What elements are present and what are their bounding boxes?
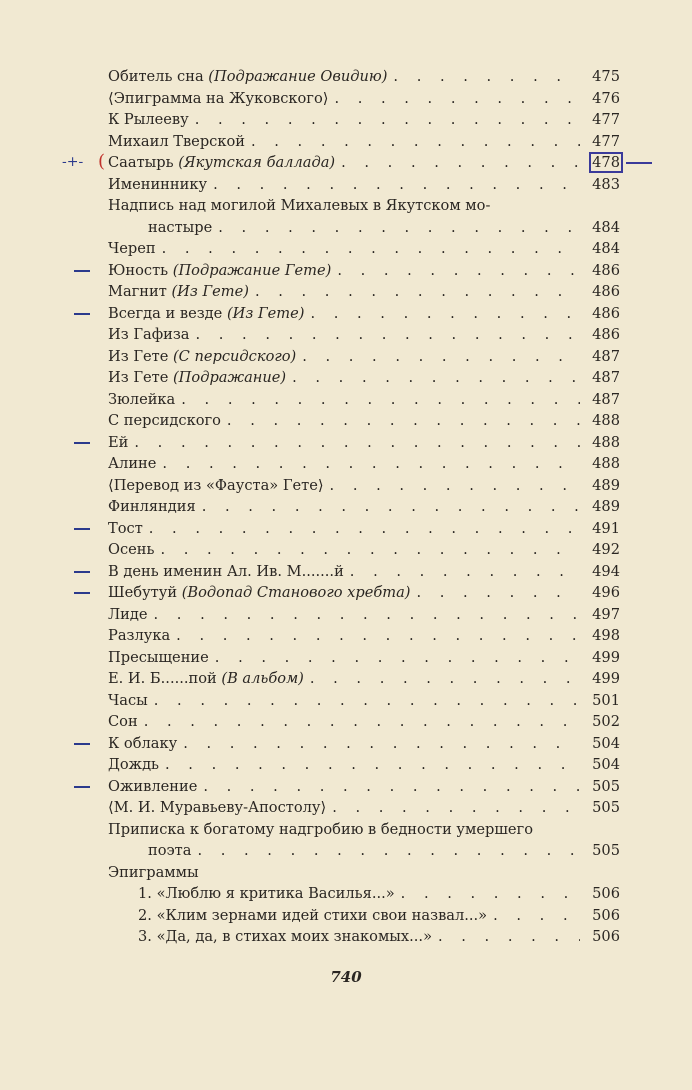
entry-title — [108, 604, 148, 626]
margin-line-mark — [626, 162, 652, 164]
entry-page: 505 — [592, 799, 620, 816]
title-text: Пресыщение — [108, 648, 209, 666]
entry-title — [108, 690, 148, 712]
entry-title — [108, 561, 344, 583]
entry-title — [108, 840, 191, 862]
entry-title — [108, 109, 189, 131]
dot-leader — [176, 625, 580, 647]
dot-leader — [160, 539, 580, 561]
table-of-contents — [62, 66, 620, 948]
entry-title — [108, 303, 304, 325]
toc-entry — [108, 561, 620, 583]
title-subtitle: (Из Гете) — [226, 304, 305, 322]
toc-entry — [108, 819, 620, 841]
entry-page: 489 — [592, 498, 620, 515]
entry-title — [108, 475, 324, 497]
entry-page: 499 — [592, 648, 620, 666]
entry-page: 499 — [592, 670, 620, 687]
title-text: Эпиграммы — [108, 863, 199, 881]
dot-leader — [310, 303, 580, 325]
title-text: Шебутуй — [108, 584, 182, 601]
entry-page: 487 — [592, 347, 620, 365]
entry-title — [108, 66, 387, 88]
toc-entry — [108, 66, 620, 88]
title-text: Приписка к богатому надгробию в бедности умершего — [108, 820, 533, 838]
title-text: В день именин Ал. Ив. М.......й — [108, 562, 344, 580]
dot-leader — [493, 905, 580, 927]
dot-leader — [292, 367, 580, 389]
toc-entry — [108, 324, 620, 346]
title-text: Магнит — [108, 283, 172, 300]
entry-page: 502 — [592, 713, 620, 730]
entry-title — [108, 217, 212, 239]
title-text: Из Гете — [108, 369, 173, 386]
dot-leader — [202, 496, 580, 518]
dot-leader — [162, 453, 580, 475]
toc-entry — [108, 389, 620, 411]
entry-page: 489 — [592, 476, 620, 494]
toc-entry — [108, 217, 620, 239]
entry-page: 497 — [592, 605, 620, 623]
title-text: Осень — [108, 541, 155, 558]
entry-title — [108, 195, 490, 217]
entry-page: 488 — [592, 433, 620, 451]
dot-leader — [195, 109, 580, 131]
dot-leader — [215, 647, 580, 669]
dot-leader — [350, 561, 580, 583]
title-subtitle: (В альбом) — [221, 670, 304, 687]
title-text: 1. «Люблю я критика Василья...» — [138, 885, 395, 902]
dot-leader — [134, 432, 580, 454]
toc-entry — [108, 410, 620, 432]
entry-page: 498 — [592, 627, 620, 644]
entry-title — [108, 926, 432, 948]
margin-dash-mark — [74, 442, 90, 444]
title-subtitle: (Якутская баллада) — [178, 154, 336, 171]
dot-leader — [401, 883, 580, 905]
dot-leader — [416, 582, 580, 604]
entry-page: 487 — [592, 369, 620, 386]
entry-page: 477 — [592, 132, 620, 150]
dot-leader — [341, 152, 580, 174]
entry-page: 483 — [592, 175, 620, 193]
title-subtitle: (Водопад Станового хребта) — [181, 584, 411, 601]
margin-dash-mark — [74, 313, 90, 315]
margin-dash-mark — [74, 786, 90, 788]
title-text: Обитель сна — [108, 68, 209, 85]
title-subtitle: (Подражание) — [172, 369, 287, 386]
entry-page: 484 — [592, 218, 620, 236]
title-text: Надпись над могилой Михалевых в Якутском мо- — [108, 197, 491, 214]
toc-entry — [108, 518, 620, 540]
dot-leader — [218, 217, 580, 239]
entry-page: 492 — [592, 541, 620, 558]
dot-leader — [330, 475, 580, 497]
title-text: ⟨Перевод из «Фауста» Гете⟩ — [108, 476, 324, 494]
toc-entry — [108, 260, 620, 282]
entry-page: 476 — [592, 89, 620, 107]
margin-dash-mark — [74, 592, 90, 594]
dot-leader — [337, 260, 580, 282]
entry-title — [108, 389, 175, 411]
margin-dash-mark — [74, 571, 90, 573]
dot-leader — [196, 324, 581, 346]
entry-page: 505 — [592, 842, 620, 859]
margin-dash-mark — [74, 743, 90, 745]
toc-entry — [108, 367, 620, 389]
toc-entry — [108, 582, 620, 604]
dot-leader — [197, 840, 580, 862]
dot-leader — [213, 174, 580, 196]
entry-title — [108, 453, 156, 475]
entry-page: 504 — [592, 734, 620, 752]
title-text: Всегда и везде — [108, 304, 227, 322]
entry-title — [108, 668, 304, 690]
entry-title — [108, 367, 286, 389]
toc-entry — [108, 647, 620, 669]
dot-leader — [181, 389, 580, 411]
dot-leader — [255, 281, 580, 303]
title-text: 3. «Да, да, в стихах моих знакомых...» — [138, 928, 432, 945]
entry-title — [108, 346, 296, 368]
red-bracket-mark: ( — [98, 151, 106, 172]
toc-entry — [108, 754, 620, 776]
margin-dash-mark — [74, 528, 90, 530]
dot-leader — [154, 604, 580, 626]
title-text: ⟨М. И. Муравьеву-Апостолу⟩ — [108, 799, 327, 816]
entry-title — [108, 432, 128, 454]
title-text: К Рылееву — [108, 111, 189, 128]
margin-dash-mark — [74, 270, 90, 272]
title-text: Из Гафиза — [108, 326, 190, 343]
entry-title — [108, 733, 177, 755]
entry-page: 506 — [592, 885, 620, 902]
entry-page: 494 — [592, 562, 620, 580]
entry-title — [108, 883, 395, 905]
toc-entry — [108, 883, 620, 905]
title-text: поэта — [148, 842, 192, 859]
title-text: Разлука — [108, 627, 171, 644]
entry-page: 506 — [592, 928, 620, 945]
toc-entry — [108, 238, 620, 260]
toc-entry — [108, 733, 620, 755]
entry-title — [108, 625, 170, 647]
toc-entry — [108, 604, 620, 626]
toc-entry — [108, 88, 620, 110]
entry-page: 488 — [592, 412, 620, 429]
dot-leader — [332, 797, 580, 819]
toc-entry — [108, 797, 620, 819]
dot-leader — [251, 131, 580, 153]
dot-leader — [154, 690, 580, 712]
entry-title — [108, 711, 138, 733]
entry-title — [108, 174, 207, 196]
dot-leader — [438, 926, 580, 948]
entry-title — [108, 88, 328, 110]
entry-title — [108, 152, 335, 174]
title-text: настыре — [148, 218, 213, 236]
toc-entry — [108, 195, 620, 217]
toc-entry — [108, 281, 620, 303]
toc-entry — [108, 174, 620, 196]
entry-title — [108, 518, 143, 540]
entry-page: 491 — [592, 519, 620, 537]
toc-entry — [108, 625, 620, 647]
toc-entry — [108, 496, 620, 518]
toc-entry — [108, 926, 620, 948]
title-subtitle: (Из Гете) — [171, 283, 249, 300]
toc-entry — [108, 453, 620, 475]
dot-leader — [165, 754, 580, 776]
margin-cross-mark: -+- — [62, 154, 84, 170]
title-text: Дождь — [108, 756, 160, 773]
title-subtitle: (Подражание Овидию) — [208, 68, 388, 85]
toc-entry — [108, 862, 620, 884]
title-text: 2. «Клим зернами идей стихи свои назвал...» — [138, 906, 488, 924]
entry-title — [108, 131, 245, 153]
toc-entry — [62, 151, 620, 174]
dot-leader — [183, 733, 580, 755]
dot-leader — [302, 346, 580, 368]
entry-title — [108, 754, 159, 776]
title-text: Зюлейка — [108, 390, 176, 408]
entry-page: 501 — [592, 691, 620, 709]
toc-entry — [108, 346, 620, 368]
entry-page: 496 — [592, 584, 620, 601]
entry-title — [108, 862, 199, 884]
title-text: ⟨Эпиграмма на Жуковского⟩ — [108, 89, 329, 107]
entry-title — [108, 281, 249, 303]
entry-title — [108, 324, 190, 346]
entry-title — [108, 819, 533, 841]
entry-title — [108, 905, 487, 927]
entry-page: 506 — [592, 906, 620, 924]
toc-entry — [108, 840, 620, 862]
title-text: Алине — [108, 455, 157, 472]
toc-entry — [108, 690, 620, 712]
title-subtitle: (С персидского) — [172, 347, 297, 365]
toc-entry — [108, 539, 620, 561]
entry-page: 505 — [592, 777, 620, 795]
title-text: Ей — [108, 433, 129, 451]
entry-page: 477 — [592, 111, 620, 128]
entry-page: 488 — [592, 455, 620, 472]
title-text: Имениннику — [108, 175, 208, 193]
title-text: Часы — [108, 691, 148, 709]
title-text: Михаил Тверской — [108, 132, 245, 150]
toc-entry — [108, 303, 620, 325]
toc-entry — [108, 668, 620, 690]
toc-entry — [108, 776, 620, 798]
title-text: Череп — [108, 240, 156, 257]
title-text: Е. И. Б......пой — [108, 670, 222, 687]
dot-leader — [227, 410, 580, 432]
toc-entry — [108, 131, 620, 153]
entry-title — [108, 238, 156, 260]
title-text: Финляндия — [108, 498, 196, 515]
title-text: Саатырь — [108, 154, 179, 171]
entry-title — [108, 582, 410, 604]
toc-entry — [108, 432, 620, 454]
dot-leader — [334, 88, 580, 110]
title-text: С персидского — [108, 412, 221, 429]
entry-page: 478 — [589, 152, 623, 173]
toc-entry — [108, 475, 620, 497]
title-text: Из Гете — [108, 347, 173, 365]
entry-page: 486 — [592, 283, 620, 300]
title-text: Лиде — [108, 605, 148, 623]
entry-title — [108, 776, 197, 798]
entry-title — [108, 496, 196, 518]
entry-title — [108, 647, 209, 669]
title-text: К облаку — [108, 734, 178, 752]
dot-leader — [393, 66, 580, 88]
entry-page: 486 — [592, 261, 620, 279]
title-text: Юность — [108, 261, 173, 279]
entry-page: 486 — [592, 304, 620, 322]
toc-entry — [108, 711, 620, 733]
dot-leader — [149, 518, 580, 540]
dot-leader — [144, 711, 580, 733]
title-text: Оживление — [108, 777, 198, 795]
entry-page: 475 — [592, 68, 620, 85]
toc-entry — [108, 905, 620, 927]
title-text: Тост — [108, 519, 143, 537]
entry-title — [108, 410, 221, 432]
toc-entry — [108, 109, 620, 131]
page-number: 740 — [330, 968, 362, 986]
entry-page: 504 — [592, 756, 620, 773]
title-text: Сон — [108, 713, 138, 730]
dot-leader — [203, 776, 580, 798]
entry-title — [108, 260, 331, 282]
entry-page: 484 — [592, 240, 620, 257]
dot-leader — [310, 668, 580, 690]
entry-title — [108, 797, 326, 819]
entry-title — [108, 539, 154, 561]
entry-page: 487 — [592, 390, 620, 408]
entry-page: 486 — [592, 326, 620, 343]
dot-leader — [162, 238, 580, 260]
title-subtitle: (Подражание Гете) — [172, 261, 332, 279]
